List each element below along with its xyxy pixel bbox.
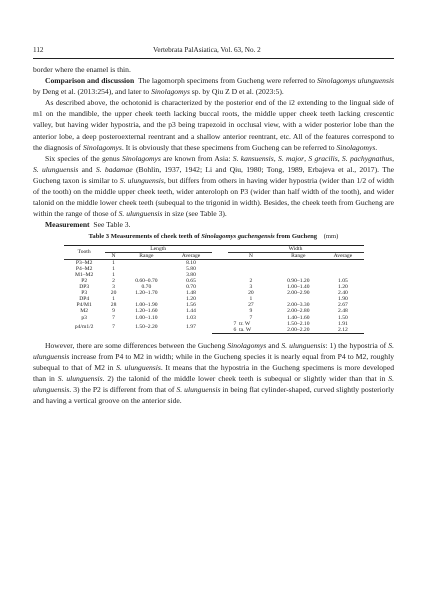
- table-cell: 28: [110, 302, 117, 309]
- table-cell: 1.48: [186, 290, 196, 297]
- table-cell: 1.50: [338, 314, 348, 321]
- table-cell: [322, 259, 363, 266]
- table-cell: 7: [249, 314, 253, 321]
- table-cell: 2.48: [338, 308, 348, 315]
- table-cell: [274, 259, 322, 266]
- table-caption: Table 3 Measurements of cheek teeth of Sinolagomys guchengensis from Gucheng (mm): [88, 233, 339, 241]
- page-number: 112: [33, 46, 44, 54]
- table-cell: M2: [80, 308, 89, 315]
- header-rule: [33, 58, 394, 59]
- table-cell: 1.20–1.70: [135, 290, 158, 297]
- table-cell: 1.05: [338, 277, 348, 284]
- table-cell: P3–M2: [75, 259, 93, 266]
- table-cell: 2.40: [338, 290, 348, 297]
- table-cell: 1.00–1.90: [135, 302, 158, 309]
- measurement-heading: Measurement: [45, 220, 90, 230]
- table-cell: 2.67: [338, 302, 348, 309]
- col-length: Length: [105, 245, 212, 252]
- table-cell: P3: [81, 290, 88, 297]
- table-cell: 9: [249, 308, 253, 315]
- table-body: [64, 259, 364, 320]
- table-cell: [228, 259, 275, 266]
- table-cell: 1: [112, 265, 115, 272]
- table-cell: 20: [110, 290, 117, 297]
- table-cell: 1.44: [186, 308, 196, 315]
- table-cell: 0.70: [141, 284, 152, 291]
- table-cell: 2: [112, 277, 115, 284]
- table-cell: 1.90: [338, 296, 348, 303]
- table-cell: 2.00–2.90: [287, 290, 310, 297]
- table-cell: 0.60–0.70: [135, 277, 158, 284]
- table-cell: 1: [249, 296, 253, 303]
- table-cell: P2: [81, 277, 88, 284]
- col-tooth: Tooth: [64, 245, 105, 259]
- table-cell: 5.80: [186, 265, 196, 272]
- table-cell: 3: [249, 284, 253, 291]
- table-cell: DP4: [79, 296, 90, 303]
- table-cell: 0.70: [186, 284, 196, 291]
- paragraph-continuation: border where the enamel is thin.: [33, 65, 131, 74]
- section-heading: Comparison and discussion: [45, 76, 135, 86]
- col-width: Width: [228, 245, 364, 252]
- running-header: [33, 46, 394, 56]
- paragraph-differences: However, there are some differences between the Gucheng Sinolagomys and S. ulunguensis: 1) the hypostria of S. ulunguensis increase from P4 to M2 in width; while in the Gucheng species it is nearly equal from P4 to M2, roughly subequal to that of M2 in S. ulunguensis. It means that the hypostria in the Gucheng specimens is more developed than in S. ulunguensis. 2) the talonid of the middle lower cheek teeth is subequal or slightly wider than that in S. ulunguensis. 3) the P2 is different from that of S. ulunguensis in being flat cylinder-shaped, curved slightly posteriorly and having a vertical groove on the anterior side.: [33, 340, 394, 406]
- table-cell: 1.20–1.60: [135, 308, 158, 315]
- table-cell: 1.20: [186, 296, 196, 303]
- table-cell: 2.00–3.30: [287, 302, 310, 309]
- table-cell: P4–M2: [75, 265, 93, 272]
- table-cell: 0.65: [186, 277, 196, 284]
- measurement-table: Tooth Length Width N Range Average N Range Average P3–M2 1 8.10 P4–M2 1 5.80 M1–M2 1 3.80 P2 2 0.60–0.70 0.65 2 0.90–1.20 1.05 DP3 3 0.70 0.70 3 1.00–1.40 1.20 P3 20 1.20–1.70 1.48 20 2.00–2.90 2.40 DP4 1 1.20 1 1.90 P4/M1 28 1.00–1.90 1.56 27 2.00–3.30 2.67 M2 9 1.20–1.60 1.44 9 2.00–2.80 2.48 p3 7 1.00–1.10 1.03 7 1.40–1.60 1.50 p4/m1/2 7 1.50–2.20 1.97 7 tr. W 1.50–2.10 1.91 6 ta. W 2.00–2.20 2.12: [64, 245, 364, 334]
- table-cell: M1–M2: [74, 271, 94, 278]
- table-cell: 3: [112, 284, 115, 291]
- table-cell: DP3: [79, 284, 90, 291]
- table-cell: 1: [112, 259, 115, 266]
- table-cell: 1.00–1.10: [135, 314, 158, 321]
- table-cell: 2.00–2.80: [287, 308, 310, 315]
- table-cell: 9: [112, 308, 115, 315]
- table-cell: 1.20: [338, 284, 348, 291]
- table-cell: 1: [112, 271, 115, 278]
- table-cell: 27: [248, 302, 254, 309]
- table-cell: 1.03: [186, 314, 196, 321]
- paragraph-measurement: Measurement See Table 3.: [45, 220, 131, 230]
- table-cell: p3: [81, 314, 87, 321]
- table-cell: 3.80: [186, 271, 196, 278]
- table-cell: 1.40–1.60: [287, 314, 310, 321]
- table-row: [64, 259, 364, 266]
- article-body: [33, 64, 394, 406]
- table-cell: 8.10: [186, 259, 196, 266]
- table-cell: p4/m1/2: [74, 323, 94, 330]
- paragraph-species: Six species of the genus Sinolagomys are known from Asia: S. kansuensis, S. major, S gracilis, S. pachygnathus, S. ulunguensis and S. badamae (Bohlin, 1937, 1942; Li and Qiu, 1980; Tong, 1989, Erbajeva et al., 2017). The Gucheng taxon is similar to S. ulunguensis, but differs from others in having wider hypostria (wider than 1/2 of width of the tooth) on the middle upper cheek teeth, wider anteroloph on P3 (wider than half width of the tooth), and wider talonid on the middle lower cheek teeth (subequal to the trigonid in width). Besides, the cheek teeth from Gucheng are within the range of those of S. ulunguensis in size (see Table 3).: [33, 153, 395, 219]
- table-cell: [122, 259, 170, 266]
- table-last-group: p4/m1/2 7 1.50–2.20 1.97 7 tr. W 1.50–2.10 1.91 6 ta. W 2.00–2.20 2.12: [64, 321, 364, 334]
- table-cell: 2: [249, 277, 253, 284]
- table-cell: 1.00–1.40: [287, 284, 310, 291]
- paragraph-comparison: Comparison and discussion The lagomorph specimens from Gucheng were referred to Sinolagomys ulunguensis by Deng et al. (2013:254), and later to Sinolagomys sp. by Qiu Z D et al. (2023:5).: [33, 76, 395, 97]
- table-cell: 20: [248, 290, 254, 297]
- table-cell: P4/M1: [76, 302, 92, 309]
- table-cell: 0.90–1.20: [287, 277, 310, 284]
- table-cell: 1.56: [186, 302, 196, 309]
- table-cell: 7: [112, 314, 115, 321]
- journal-title: Vertebrata PalAsiatica, Vol. 63, No. 2: [153, 46, 261, 54]
- table-cell: 1: [112, 296, 115, 303]
- paragraph-description: As described above, the ochotonid is characterized by the posterior end of the i2 extending to the lingual side of m1 on the mandible, the upper cheek teeth lacking buccal roots, the middle upper cheek teeth lacking crescentic valley, but having wider hypostria, and the p3 being trapezoid in occlusal view, with a wider posterior lobe than the anterior lobe, a deep posteroexternal reentrant and a shallow anterior reentrant, etc. All of the features correspond to the diagnosis of Sinolagomys. It is obviously that these specimens from Gucheng can be referred to Sinolagomys.: [33, 98, 394, 152]
